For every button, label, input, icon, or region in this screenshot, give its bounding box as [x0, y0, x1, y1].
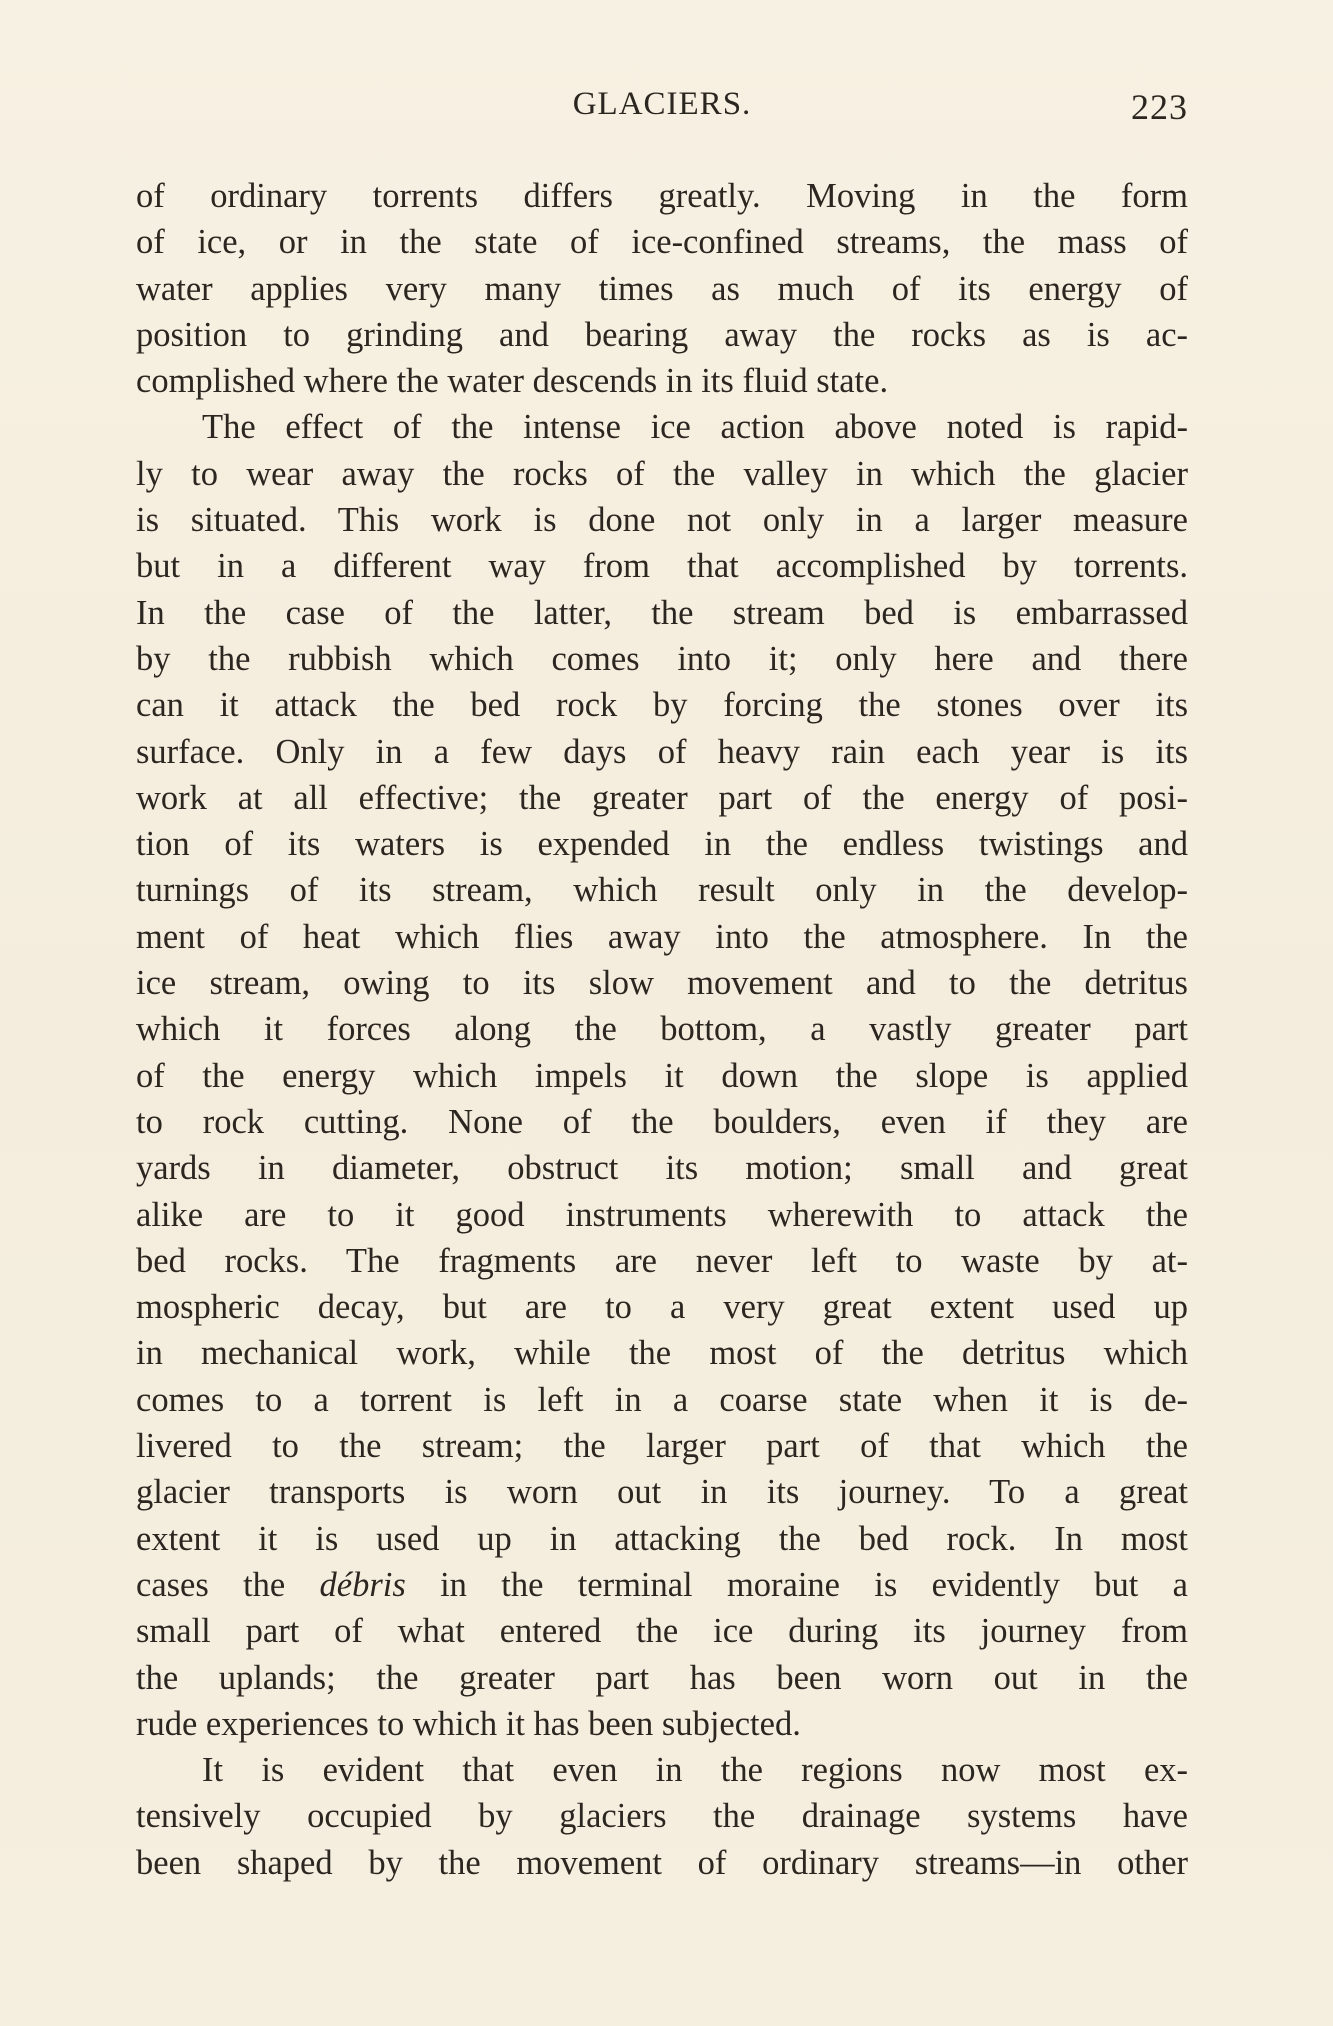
running-head [136, 82, 1188, 132]
text-line: but in a different way from that accomplished by torrents. [136, 547, 1188, 586]
text-line: surface. Only in a few days of heavy rain each year is its [136, 732, 1188, 771]
text-line: tion of its waters is expended in the endless twistings and [136, 825, 1188, 864]
text-line: bed rocks. The fragments are never left to waste by at- [136, 1241, 1188, 1280]
text-line: is situated. This work is done not only in a larger measure [136, 501, 1188, 540]
text-line: ice stream, owing to its slow movement and to the detritus [136, 964, 1188, 1003]
text-line: position to grinding and bearing away the rocks as is ac- [136, 315, 1188, 354]
text-line: In the case of the latter, the stream bed is embarrassed [136, 593, 1188, 632]
text-line: of ice, or in the state of ice-confined streams, the mass of [136, 223, 1188, 262]
text-line: water applies very many times as much of its energy of [136, 269, 1188, 308]
text-line: in mechanical work, while the most of the detritus which [136, 1334, 1188, 1373]
text-line: of ordinary torrents differs greatly. Moving in the form [136, 177, 1188, 215]
text-line: by the rubbish which comes into it; only here and there [136, 639, 1188, 678]
text-line: alike are to it good instruments wherewith to attack the [136, 1195, 1188, 1234]
text-line: been shaped by the movement of ordinary streams—in other [136, 1843, 1188, 1882]
text-line: extent it is used up in attacking the bed rock. In most [136, 1519, 1188, 1558]
body-text [136, 173, 1188, 1886]
text-line: rude experiences to which it has been subjected. [136, 1704, 801, 1743]
text-line: work at all effective; the greater part of the energy of posi- [136, 778, 1188, 817]
text-line: ment of heat which flies away into the atmosphere. In the [136, 917, 1188, 956]
text-line: tensively occupied by glaciers the drainage systems have [136, 1797, 1188, 1836]
text-line-end: in the terminal moraine is evidently but a [405, 1565, 1188, 1604]
running-title: GLACIERS. [572, 86, 752, 122]
text-line: can it attack the bed rock by forcing the stones over its [136, 686, 1188, 725]
text-line: which it forces along the bottom, a vastly greater part [136, 1010, 1188, 1049]
page-number: 223 [1131, 87, 1188, 127]
text-line: of the energy which impels it down the slope is applied [136, 1056, 1188, 1095]
text-line: livered to the stream; the larger part of that which the [136, 1427, 1188, 1466]
text-line: to rock cutting. None of the boulders, even if they are [136, 1102, 1188, 1141]
text-line: ly to wear away the rocks of the valley in which the glacier [136, 454, 1188, 493]
text-line: turnings of its stream, which result only in the develop- [136, 871, 1188, 910]
text-line: The effect of the intense ice action above noted is rapid- [202, 408, 1188, 447]
text-line-start: cases the [136, 1565, 320, 1604]
text-line: complished where the water descends in its fluid state. [136, 362, 889, 401]
text-line: the uplands; the greater part has been worn out in the [136, 1658, 1188, 1697]
text-line: comes to a torrent is left in a coarse state when it is de- [136, 1380, 1188, 1419]
text-line: yards in diameter, obstruct its motion; small and great [136, 1149, 1188, 1188]
text-line [136, 1562, 1188, 1608]
text-line: mospheric decay, but are to a very great extent used up [136, 1288, 1188, 1327]
text-line: It is evident that even in the regions now most ex- [202, 1751, 1188, 1790]
text-line: small part of what entered the ice during its journey from [136, 1612, 1188, 1651]
italic-term-debris: débris [319, 1565, 406, 1604]
text-line: glacier transports is worn out in its journey. To a great [136, 1473, 1188, 1512]
